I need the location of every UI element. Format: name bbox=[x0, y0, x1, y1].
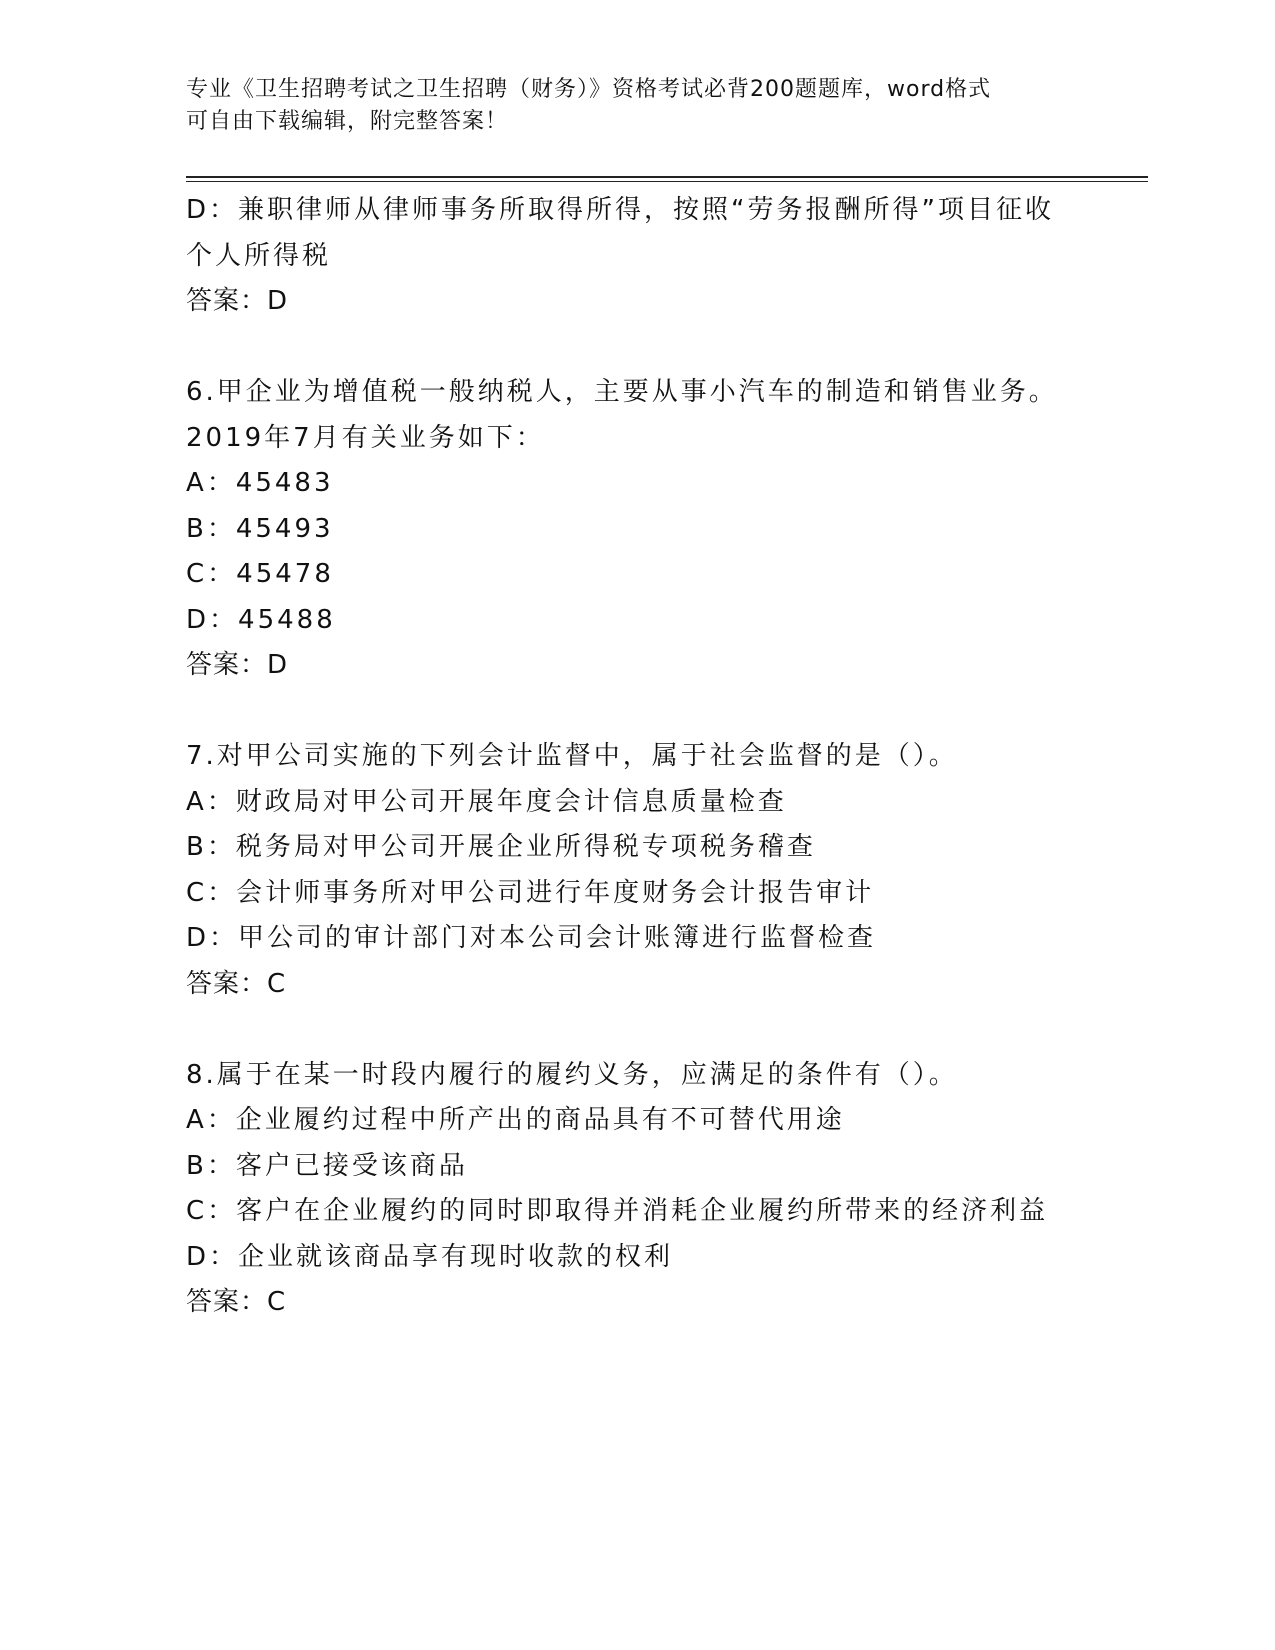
question-6 bbox=[186, 370, 1086, 689]
header-divider-thick bbox=[186, 176, 1148, 178]
answer-label: 答案：D bbox=[186, 286, 289, 316]
option-d: D：甲公司的审计部门对本公司会计账簿进行监督检查 bbox=[186, 923, 877, 953]
question-8 bbox=[186, 1053, 1086, 1326]
answer-label: 答案：C bbox=[186, 1287, 287, 1317]
spacer bbox=[186, 325, 1086, 371]
question-stem: 6.甲企业为增值税一般纳税人，主要从事小汽车的制造和销售业务。 bbox=[186, 377, 1058, 407]
option-d-continued: 个人所得税 bbox=[186, 240, 332, 271]
document-header bbox=[186, 74, 1066, 138]
header-line-1: 专业《卫生招聘考试之卫生招聘（财务）》资格考试必背200题题库，word格式 bbox=[186, 77, 992, 102]
header-divider-thin bbox=[186, 181, 1148, 182]
question-list bbox=[186, 188, 1086, 1326]
option-b: B：45493 bbox=[186, 513, 334, 544]
option-a: A：财政局对甲公司开展年度会计信息质量检查 bbox=[186, 786, 787, 817]
answer-label: 答案：C bbox=[186, 968, 287, 999]
spacer bbox=[186, 689, 1086, 735]
spacer bbox=[186, 1007, 1086, 1053]
question-7 bbox=[186, 734, 1086, 1007]
option-d: D：兼职律师从律师事务所取得所得，按照“劳务报酬所得”项目征收 bbox=[186, 195, 1054, 225]
option-c: C：会计师事务所对甲公司进行年度财务会计报告审计 bbox=[186, 877, 875, 908]
header-line-2: 可自由下载编辑，附完整答案！ bbox=[186, 109, 509, 134]
question-stem: 7.对甲公司实施的下列会计监督中，属于社会监督的是（）。 bbox=[186, 741, 958, 771]
option-a: A：企业履约过程中所产出的商品具有不可替代用途 bbox=[186, 1105, 845, 1135]
question-5-continuation bbox=[186, 188, 1086, 325]
option-c: C：客户在企业履约的同时即取得并消耗企业履约所带来的经济利益 bbox=[186, 1196, 1049, 1226]
option-b: B：税务局对甲公司开展企业所得税专项税务稽查 bbox=[186, 832, 816, 862]
option-c: C：45478 bbox=[186, 559, 334, 589]
answer-label: 答案：D bbox=[186, 650, 289, 680]
option-d: D：企业就该商品享有现时收款的权利 bbox=[186, 1241, 674, 1272]
question-stem: 8.属于在某一时段内履行的履约义务，应满足的条件有（）。 bbox=[186, 1059, 958, 1090]
option-b: B：客户已接受该商品 bbox=[186, 1150, 468, 1181]
question-stem-continued: 2019年7月有关业务如下： bbox=[186, 422, 545, 453]
option-a: A：45483 bbox=[186, 468, 334, 498]
option-d: D：45488 bbox=[186, 604, 336, 635]
